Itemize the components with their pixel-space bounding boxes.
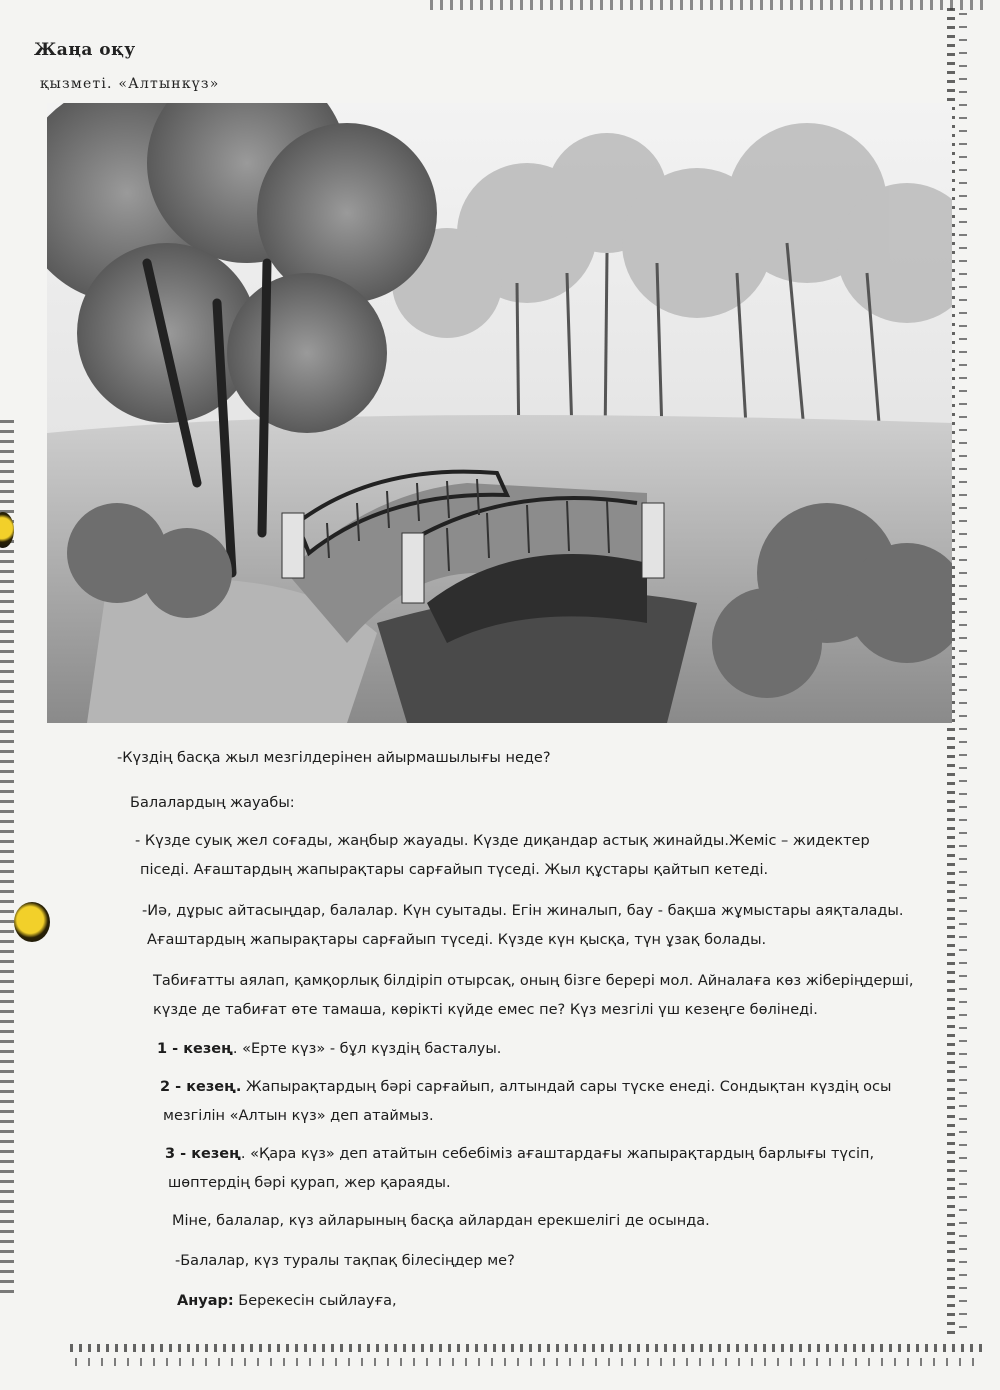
stage-2-label: 2 - кезең. (160, 1079, 242, 1095)
stage-3-text: . «Қара күз» деп атайтын себебіміз ағаштардағы жапырақтардың барлығы түсіп, (240, 1146, 875, 1162)
stage-3-label: 3 - кезең (165, 1146, 241, 1162)
nature-line: күзде де табиғат өте тамаша, көрікті күйде емес пе? Күз мезгілі үш кезеңге бөлінеді. (153, 1002, 818, 1018)
stage-2-continued: мезгілін «Алтын күз» деп атаймыз. (163, 1108, 434, 1124)
stage-3-continued: шөптердің бәрі қурап, жер қараяды. (168, 1175, 451, 1191)
stage-1-label: 1 - кезең (157, 1041, 233, 1057)
anuar-label: Ануар: (177, 1293, 234, 1309)
answer-line: - Күзде суық жел соғады, жаңбыр жауады. Күзде диқандар астық жинайды.Жеміс – жидектер (135, 833, 870, 849)
anuar-text: Берекесін сыйлауға, (233, 1293, 397, 1309)
summary-line: Міне, балалар, күз айларының басқа айлардан ерекшелігі де осында. (172, 1213, 710, 1229)
answer-line: піседі. Ағаштардың жапырақтары сарғайып түседі. Жыл құстары қайтып кетеді. (140, 862, 769, 878)
binder-hole-icon (14, 902, 50, 942)
stage-1 (157, 1034, 501, 1064)
teacher-line: -Иә, дұрыс айтасыңдар, балалар. Күн суытады. Егін жиналып, бау - бақша жұмыстары аяқталады. (142, 903, 904, 919)
anuar-line (177, 1286, 397, 1316)
header-title: Жаңа оқу (34, 40, 136, 60)
left-border-decoration (0, 420, 14, 1300)
question-poem: -Балалар, күз туралы тақпақ білесіңдер ме? (175, 1253, 515, 1269)
stage-1-text: . «Ерте күз» - бұл күздің басталуы. (232, 1041, 502, 1057)
top-border-decoration (430, 0, 990, 10)
bottom-border-decoration (70, 1340, 985, 1370)
autumn-park-bridge-illustration (47, 103, 952, 723)
answers-label: Балалардың жауабы: (130, 795, 295, 811)
stage-2-text: Жапырақтардың бәрі сарғайып, алтындай сары түске енеді. Сондықтан күздің осы (241, 1079, 892, 1095)
nature-line: Табиғатты аялап, қамқорлық білдіріп отырсақ, оның бізге берері мол. Айналаға көз жіберіңдерші, (153, 973, 914, 989)
teacher-line: Ағаштардың жапырақтары сарғайып түседі. Күзде күн қысқа, түн ұзақ болады. (147, 932, 767, 948)
header-subtitle: қызметі. «Алтынкүз» (40, 76, 220, 92)
stage-2 (160, 1072, 891, 1102)
stage-3 (165, 1139, 874, 1169)
question-autumn-difference: -Күздің басқа жыл мезгілдерінен айырмашылығы неде? (117, 750, 551, 766)
